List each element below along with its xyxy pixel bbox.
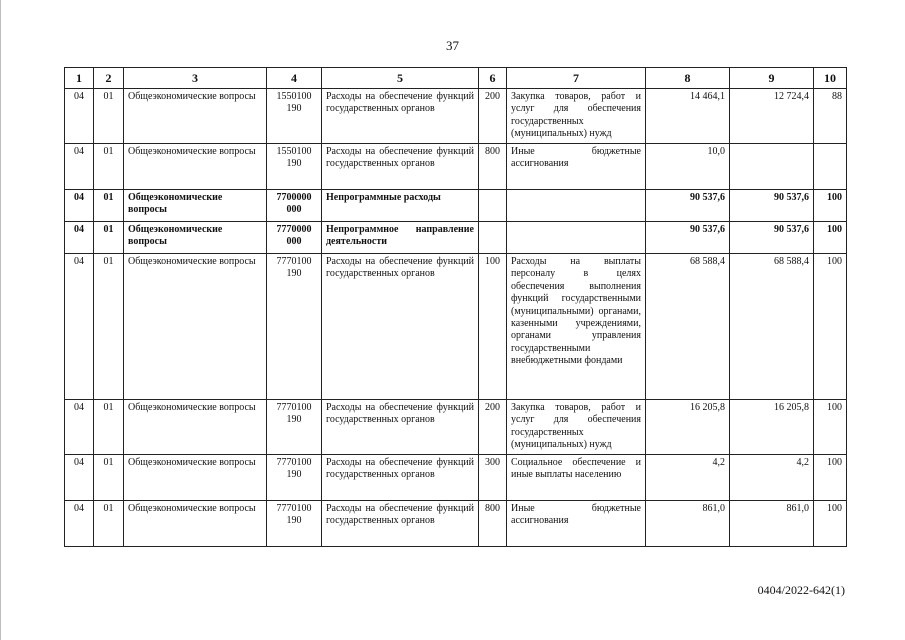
column-header: 10 [814, 68, 847, 89]
column-header: 4 [267, 68, 322, 89]
expense-type-code: 200 [479, 89, 507, 144]
section-code: 04 [65, 500, 94, 546]
subsection-code: 01 [94, 254, 124, 400]
target-article-code: 7770100 190 [267, 500, 322, 546]
expense-type-name: Социальное обеспечение и иные выплаты населению [507, 454, 646, 500]
column-header: 1 [65, 68, 94, 89]
amount-approved: 90 537,6 [646, 222, 730, 254]
document-code: 0404/2022-642(1) [757, 583, 845, 597]
execution-percent: 100 [814, 254, 847, 400]
expense-type-name: Расходы на выплаты персоналу в целях обеспечения выполнения функций государственными (муниципальными) органами, казенными учреждениями, органами управления государственными внебюджетными фондами [507, 254, 646, 400]
section-code: 04 [65, 190, 94, 222]
execution-percent: 100 [814, 222, 847, 254]
subsection-code: 01 [94, 222, 124, 254]
expense-type-name [507, 222, 646, 254]
article-name: Непрограммные расходы [322, 190, 479, 222]
target-article-code: 1550100 190 [267, 144, 322, 190]
execution-percent: 100 [814, 400, 847, 455]
amount-approved: 16 205,8 [646, 400, 730, 455]
amount-approved: 4,2 [646, 454, 730, 500]
article-name: Непрограммное направление деятельности [322, 222, 479, 254]
expense-type-code [479, 190, 507, 222]
section-name: Общеэкономические вопросы [124, 454, 267, 500]
target-article-code: 7770100 190 [267, 454, 322, 500]
execution-percent: 100 [814, 454, 847, 500]
section-name: Общеэкономические вопросы [124, 400, 267, 455]
article-name: Расходы на обеспечение функций государственных органов [322, 500, 479, 546]
page-edge-line [0, 0, 1, 640]
section-code: 04 [65, 144, 94, 190]
amount-executed [730, 144, 814, 190]
amount-approved: 861,0 [646, 500, 730, 546]
expense-type-name: Закупка товаров, работ и услуг для обеспечения государственных (муниципальных) нужд [507, 400, 646, 455]
column-header: 6 [479, 68, 507, 89]
amount-executed: 68 588,4 [730, 254, 814, 400]
section-name: Общеэкономические вопросы [124, 222, 267, 254]
amount-approved: 14 464,1 [646, 89, 730, 144]
section-code: 04 [65, 400, 94, 455]
table-row [65, 500, 847, 546]
column-header: 5 [322, 68, 479, 89]
expense-type-name: Иные бюджетные ассигнования [507, 500, 646, 546]
expense-type-code: 800 [479, 500, 507, 546]
target-article-code: 7700000 000 [267, 190, 322, 222]
expense-type-code: 800 [479, 144, 507, 190]
expense-type-name [507, 190, 646, 222]
amount-approved: 10,0 [646, 144, 730, 190]
section-name: Общеэкономические вопросы [124, 89, 267, 144]
table-header-row [65, 68, 847, 89]
amount-executed: 861,0 [730, 500, 814, 546]
target-article-code: 1550100 190 [267, 89, 322, 144]
subsection-code: 01 [94, 144, 124, 190]
section-code: 04 [65, 454, 94, 500]
column-header: 3 [124, 68, 267, 89]
table-row [65, 144, 847, 190]
column-header: 9 [730, 68, 814, 89]
budget-table [64, 67, 847, 547]
subsection-code: 01 [94, 400, 124, 455]
section-code: 04 [65, 222, 94, 254]
target-article-code: 7770100 190 [267, 400, 322, 455]
article-name: Расходы на обеспечение функций государственных органов [322, 254, 479, 400]
expense-type-code: 300 [479, 454, 507, 500]
table-row [65, 190, 847, 222]
amount-executed: 90 537,6 [730, 222, 814, 254]
article-name: Расходы на обеспечение функций государственных органов [322, 89, 479, 144]
table-row [65, 400, 847, 455]
section-name: Общеэкономические вопросы [124, 254, 267, 400]
table-row [65, 89, 847, 144]
table-row [65, 254, 847, 400]
column-header: 2 [94, 68, 124, 89]
section-code: 04 [65, 254, 94, 400]
amount-executed: 4,2 [730, 454, 814, 500]
article-name: Расходы на обеспечение функций государственных органов [322, 144, 479, 190]
expense-type-code [479, 222, 507, 254]
expense-type-code: 200 [479, 400, 507, 455]
article-name: Расходы на обеспечение функций государственных органов [322, 400, 479, 455]
section-name: Общеэкономические вопросы [124, 190, 267, 222]
target-article-code: 7770100 190 [267, 254, 322, 400]
expense-type-code: 100 [479, 254, 507, 400]
column-header: 7 [507, 68, 646, 89]
subsection-code: 01 [94, 89, 124, 144]
amount-approved: 90 537,6 [646, 190, 730, 222]
column-header: 8 [646, 68, 730, 89]
table-row [65, 454, 847, 500]
section-name: Общеэкономические вопросы [124, 144, 267, 190]
expense-type-name: Закупка товаров, работ и услуг для обеспечения государственных (муниципальных) нужд [507, 89, 646, 144]
execution-percent: 88 [814, 89, 847, 144]
amount-executed: 16 205,8 [730, 400, 814, 455]
amount-executed: 12 724,4 [730, 89, 814, 144]
section-name: Общеэкономические вопросы [124, 500, 267, 546]
execution-percent: 100 [814, 190, 847, 222]
page-number: 37 [446, 38, 459, 53]
execution-percent: 100 [814, 500, 847, 546]
amount-executed: 90 537,6 [730, 190, 814, 222]
section-code: 04 [65, 89, 94, 144]
expense-type-name: Иные бюджетные ассигнования [507, 144, 646, 190]
amount-approved: 68 588,4 [646, 254, 730, 400]
table-body [65, 89, 847, 547]
subsection-code: 01 [94, 454, 124, 500]
table-row [65, 222, 847, 254]
subsection-code: 01 [94, 190, 124, 222]
execution-percent [814, 144, 847, 190]
target-article-code: 7770000 000 [267, 222, 322, 254]
subsection-code: 01 [94, 500, 124, 546]
article-name: Расходы на обеспечение функций государственных органов [322, 454, 479, 500]
